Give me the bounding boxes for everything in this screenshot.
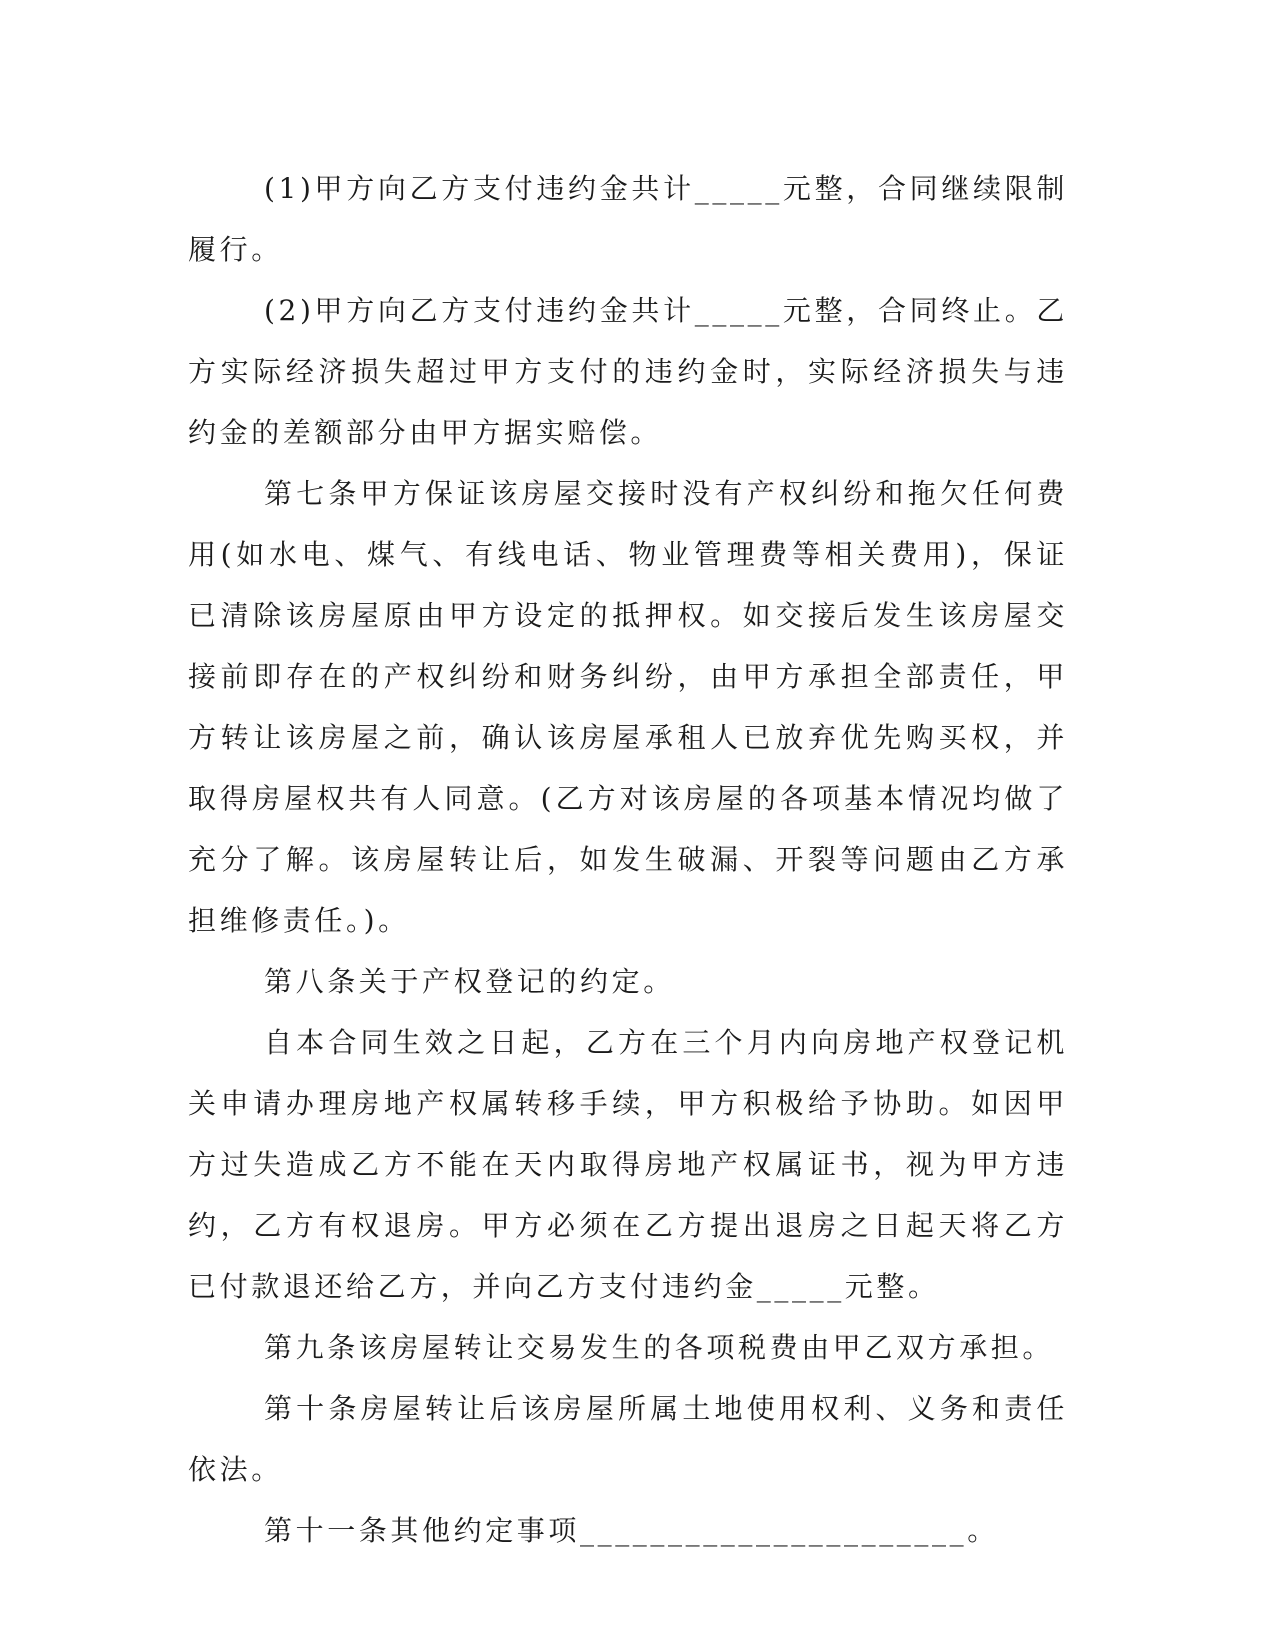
paragraph-article-10: 第十条房屋转让后该房屋所属土地使用权利、义务和责任依法。 [188,1392,1068,1486]
paragraph-penalty-1: (1)甲方向乙方支付违约金共计_____元整，合同继续限制履行。 [188,172,1068,266]
paragraph-article-8-body: 自本合同生效之日起，乙方在三个月内向房地产权登记机关申请办理房地产权属转移手续，甲方积极给予协助。如因甲方过失造成乙方不能在天内取得房地产权属证书，视为甲方违约，乙方有权退房。甲方必须在乙方提出退房之日起天将乙方已付款退还给乙方，并向乙方支付违约金_____元整。 [188,1026,1068,1303]
paragraph-article-11: 第十一条其他约定事项______________________。 [264,1514,999,1547]
paragraph-article-8-heading: 第八条关于产权登记的约定。 [264,965,675,998]
paragraph-article-9: 第九条该房屋转让交易发生的各项税费由甲乙双方承担。 [264,1331,1055,1364]
paragraph-penalty-2: (2)甲方向乙方支付违约金共计_____元整，合同终止。乙方实际经济损失超过甲方支付的违约金时，实际经济损失与违约金的差额部分由甲方据实赔偿。 [188,294,1068,449]
paragraph-article-7: 第七条甲方保证该房屋交接时没有产权纠纷和拖欠任何费用(如水电、煤气、有线电话、物业管理费等相关费用)，保证已清除该房屋原由甲方设定的抵押权。如交接后发生该房屋交接前即存在的产权纠纷和财务纠纷，由甲方承担全部责任，甲方转让该房屋之前，确认该房屋承租人已放弃优先购买权，并取得房屋权共有人同意。(乙方对该房屋的各项基本情况均做了充分了解。该房屋转让后，如发生破漏、开裂等问题由乙方承担维修责任。)。 [188,477,1068,937]
document-body [188,158,1068,1561]
